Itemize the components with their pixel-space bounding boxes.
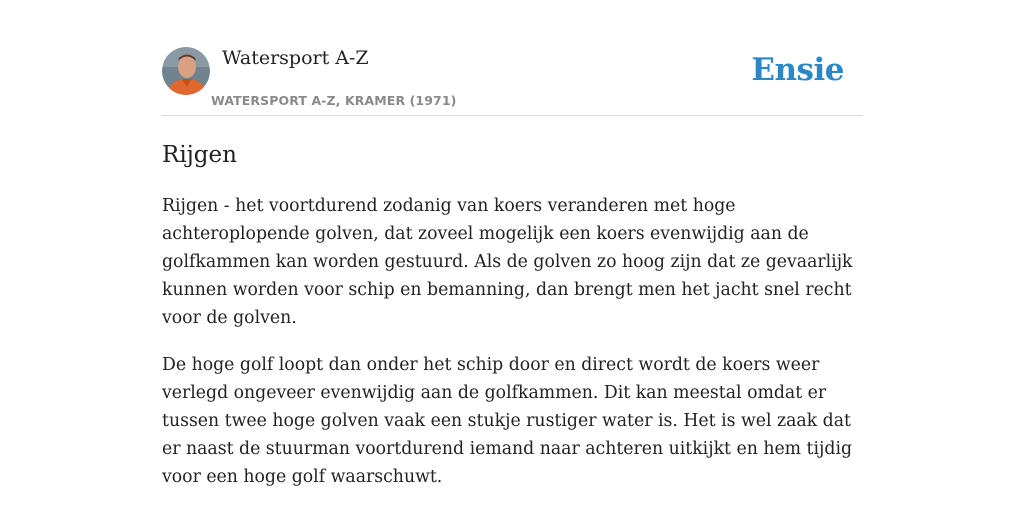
article-page bbox=[162, 0, 862, 487]
ensie-logo[interactable]: Ensie bbox=[751, 52, 844, 88]
source-name[interactable]: Watersport A-Z bbox=[222, 47, 369, 69]
article-paragraph-1: Rijgen - het voortdurend zodanig van koers veranderen met hoge achteroplopende golven, dat zoveel mogelijk een koers evenwijdig aan de golfkammen kan worden gestuurd. Als de golven zo hoog zijn dat ze gevaarlijk kunnen worden voor schip en bemanning, dan brengt men het jacht snel recht voor de golven. bbox=[162, 196, 853, 328]
article-title: Rijgen bbox=[162, 142, 237, 168]
article-header bbox=[162, 0, 862, 116]
source-meta[interactable]: WATERSPORT A-Z, KRAMER (1971) bbox=[211, 93, 457, 108]
author-avatar[interactable] bbox=[162, 47, 210, 95]
article-paragraph-2: De hoge golf loopt dan onder het schip door en direct wordt de koers weer verlegd ongeveer evenwijdig aan de golfkammen. Dit kan meestal omdat er tussen twee hoge golven vaak een stukje rustiger water is. Het is wel zaak dat er naast de stuurman voortdurend iemand naar achteren uitkijkt en hem tijdig voor een hoge golf waarschuwt. bbox=[162, 355, 853, 487]
